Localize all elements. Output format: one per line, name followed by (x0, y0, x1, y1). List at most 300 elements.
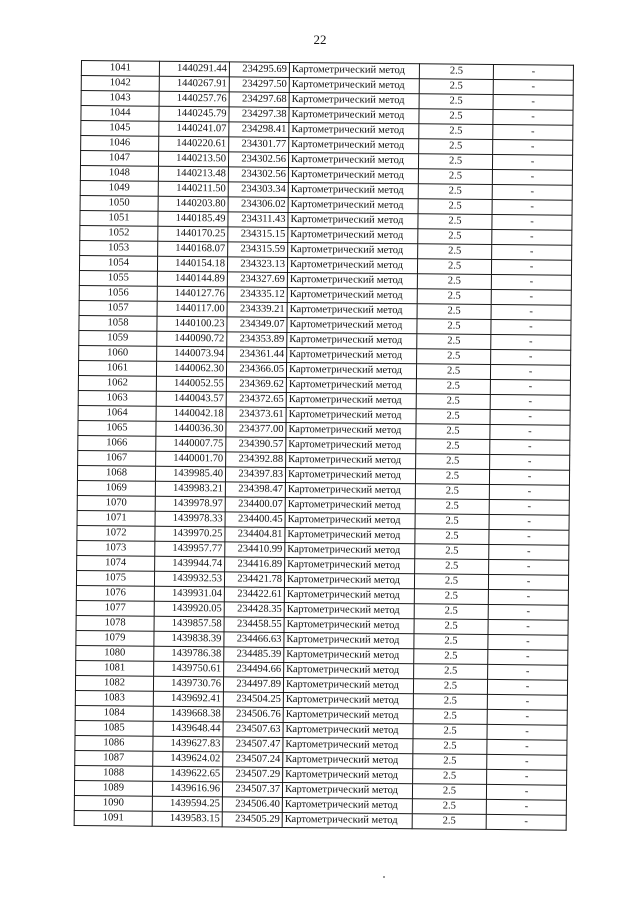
x-coordinate-cell: 1440007.75 (156, 436, 226, 452)
method-cell: Картометрический метод (288, 212, 418, 228)
x-coordinate-cell: 1439583.15 (152, 811, 222, 827)
y-coordinate-cell: 234398.47 (225, 482, 285, 498)
accuracy-cell: 2.5 (415, 514, 489, 530)
note-cell: - (493, 109, 573, 125)
note-cell: - (489, 514, 569, 530)
y-coordinate-cell: 234421.78 (224, 572, 284, 588)
note-cell: - (491, 304, 571, 320)
accuracy-cell: 2.5 (412, 799, 486, 815)
accuracy-cell: 2.5 (416, 394, 490, 410)
point-number-cell: 1064 (78, 405, 156, 421)
accuracy-cell: 2.5 (415, 499, 489, 515)
note-cell: - (488, 634, 568, 650)
accuracy-cell: 2.5 (413, 739, 487, 755)
accuracy-cell: 2.5 (412, 814, 486, 830)
accuracy-cell: 2.5 (419, 109, 493, 125)
note-cell: - (489, 469, 569, 485)
note-cell: - (487, 739, 567, 755)
x-coordinate-cell: 1440203.80 (158, 196, 228, 212)
point-number-cell: 1072 (77, 525, 155, 541)
method-cell: Картометрический метод (284, 572, 414, 588)
note-cell: - (491, 349, 571, 365)
y-coordinate-cell: 234302.56 (228, 167, 288, 183)
accuracy-cell: 2.5 (413, 709, 487, 725)
y-coordinate-cell: 234416.89 (225, 557, 285, 573)
method-cell: Картометрический метод (288, 227, 418, 243)
y-coordinate-cell: 234297.38 (229, 107, 289, 123)
y-coordinate-cell: 234507.47 (223, 737, 283, 753)
note-cell: - (492, 199, 572, 215)
point-number-cell: 1080 (76, 645, 154, 661)
method-cell: Картометрический метод (285, 497, 415, 513)
note-cell: - (493, 139, 573, 155)
accuracy-cell: 2.5 (417, 334, 491, 350)
accuracy-cell: 2.5 (417, 304, 491, 320)
x-coordinate-cell: 1439944.74 (155, 556, 225, 572)
x-coordinate-cell: 1440062.30 (156, 361, 226, 377)
point-number-cell: 1052 (80, 225, 158, 241)
y-coordinate-cell: 234504.25 (223, 692, 283, 708)
point-number-cell: 1041 (81, 61, 159, 77)
note-cell: - (489, 499, 569, 515)
y-coordinate-cell: 234369.62 (226, 377, 286, 393)
accuracy-cell: 2.5 (417, 289, 491, 305)
x-coordinate-cell: 1439730.76 (153, 676, 223, 692)
x-coordinate-cell: 1440213.48 (158, 166, 228, 182)
x-coordinate-cell: 1439594.25 (152, 796, 222, 812)
point-number-cell: 1090 (74, 795, 152, 811)
method-cell: Картометрический метод (287, 332, 417, 348)
x-coordinate-cell: 1439932.53 (154, 571, 224, 587)
note-cell: - (487, 769, 567, 785)
point-number-cell: 1060 (79, 345, 157, 361)
x-coordinate-cell: 1440117.00 (157, 301, 227, 317)
accuracy-cell: 2.5 (414, 574, 488, 590)
method-cell: Картометрический метод (287, 287, 417, 303)
y-coordinate-cell: 234297.50 (229, 77, 289, 93)
y-coordinate-cell: 234323.13 (227, 257, 287, 273)
x-coordinate-cell: 1439627.83 (153, 736, 223, 752)
accuracy-cell: 2.5 (419, 64, 493, 80)
x-coordinate-cell: 1439616.96 (152, 781, 222, 797)
point-number-cell: 1045 (81, 121, 159, 137)
method-cell: Картометрический метод (284, 602, 414, 618)
y-coordinate-cell: 234306.02 (228, 197, 288, 213)
x-coordinate-cell: 1439970.25 (155, 526, 225, 542)
y-coordinate-cell: 234507.29 (223, 767, 283, 783)
page-number: 22 (313, 32, 327, 47)
method-cell: Картометрический метод (287, 317, 417, 333)
note-cell: - (492, 229, 572, 245)
method-cell: Картометрический метод (286, 392, 416, 408)
note-cell: - (488, 589, 568, 605)
method-cell: Картометрический метод (288, 182, 418, 198)
note-cell: - (490, 439, 570, 455)
point-number-cell: 1069 (77, 480, 155, 496)
accuracy-cell: 2.5 (415, 469, 489, 485)
y-coordinate-cell: 234485.39 (224, 647, 284, 663)
method-cell: Картометрический метод (284, 632, 414, 648)
y-coordinate-cell: 234297.68 (229, 92, 289, 108)
point-number-cell: 1085 (75, 720, 153, 736)
note-cell: - (491, 334, 571, 350)
method-cell: Картометрический метод (288, 152, 418, 168)
note-cell: - (490, 424, 570, 440)
method-cell: Картометрический метод (282, 797, 412, 813)
method-cell: Картометрический метод (285, 482, 415, 498)
point-number-cell: 1073 (77, 540, 155, 556)
y-coordinate-cell: 234390.57 (226, 437, 286, 453)
point-number-cell: 1086 (75, 735, 153, 751)
method-cell: Картометрический метод (287, 347, 417, 363)
x-coordinate-cell: 1439857.58 (154, 616, 224, 632)
note-cell: - (487, 694, 567, 710)
accuracy-cell: 2.5 (415, 559, 489, 575)
accuracy-cell: 2.5 (414, 649, 488, 665)
method-cell: Картометрический метод (282, 782, 412, 798)
x-coordinate-cell: 1439624.02 (153, 751, 223, 767)
point-number-cell: 1063 (78, 390, 156, 406)
x-coordinate-cell: 1440090.72 (157, 331, 227, 347)
accuracy-cell: 2.5 (413, 694, 487, 710)
point-number-cell: 1058 (79, 315, 157, 331)
note-cell: - (490, 379, 570, 395)
accuracy-cell: 2.5 (418, 154, 492, 170)
method-cell: Картометрический метод (285, 527, 415, 543)
method-cell: Картометрический метод (285, 512, 415, 528)
point-number-cell: 1074 (77, 555, 155, 571)
method-cell: Картометрический метод (289, 107, 419, 123)
note-cell: - (486, 814, 566, 830)
note-cell: - (492, 244, 572, 260)
x-coordinate-cell: 1440213.50 (158, 151, 228, 167)
y-coordinate-cell: 234339.21 (227, 302, 287, 318)
method-cell: Картометрический метод (284, 587, 414, 603)
note-cell: - (491, 274, 571, 290)
method-cell: Картометрический метод (287, 302, 417, 318)
accuracy-cell: 2.5 (413, 724, 487, 740)
y-coordinate-cell: 234366.05 (226, 362, 286, 378)
method-cell: Картометрический метод (286, 437, 416, 453)
y-coordinate-cell: 234311.43 (228, 212, 288, 228)
y-coordinate-cell: 234497.89 (223, 677, 283, 693)
x-coordinate-cell: 1440267.91 (159, 76, 229, 92)
accuracy-cell: 2.5 (415, 544, 489, 560)
x-coordinate-cell: 1440211.50 (158, 181, 228, 197)
point-number-cell: 1071 (77, 510, 155, 526)
y-coordinate-cell: 234400.45 (225, 512, 285, 528)
x-coordinate-cell: 1440042.18 (156, 406, 226, 422)
x-coordinate-cell: 1440257.76 (159, 91, 229, 107)
accuracy-cell: 2.5 (417, 349, 491, 365)
x-coordinate-cell: 1440220.61 (159, 136, 229, 152)
note-cell: - (487, 679, 567, 695)
point-number-cell: 1047 (80, 151, 158, 167)
coordinates-table-body (74, 61, 573, 831)
accuracy-cell: 2.5 (413, 754, 487, 770)
x-coordinate-cell: 1440154.18 (157, 256, 227, 272)
accuracy-cell: 2.5 (418, 169, 492, 185)
method-cell: Картометрический метод (283, 722, 413, 738)
accuracy-cell: 2.5 (418, 199, 492, 215)
note-cell: - (490, 454, 570, 470)
point-number-cell: 1091 (74, 810, 152, 826)
note-cell: - (487, 709, 567, 725)
accuracy-cell: 2.5 (418, 184, 492, 200)
method-cell: Картометрический метод (287, 257, 417, 273)
point-number-cell: 1061 (78, 360, 156, 376)
y-coordinate-cell: 234335.12 (227, 287, 287, 303)
note-cell: - (492, 214, 572, 230)
note-cell: - (491, 319, 571, 335)
note-cell: - (489, 559, 569, 575)
coordinates-table (74, 60, 574, 831)
accuracy-cell: 2.5 (415, 529, 489, 545)
point-number-cell: 1057 (79, 300, 157, 316)
point-number-cell: 1076 (76, 585, 154, 601)
method-cell: Картометрический метод (285, 557, 415, 573)
method-cell: Картометрический метод (286, 422, 416, 438)
point-number-cell: 1053 (80, 240, 158, 256)
accuracy-cell: 2.5 (418, 229, 492, 245)
y-coordinate-cell: 234506.76 (223, 707, 283, 723)
accuracy-cell: 2.5 (419, 124, 493, 140)
note-cell: - (487, 754, 567, 770)
accuracy-cell: 2.5 (417, 259, 491, 275)
y-coordinate-cell: 234506.40 (222, 797, 282, 813)
method-cell: Картометрический метод (284, 647, 414, 663)
note-cell: - (489, 529, 569, 545)
point-number-cell: 1056 (79, 285, 157, 301)
x-coordinate-cell: 1439985.40 (155, 466, 225, 482)
method-cell: Картометрический метод (285, 467, 415, 483)
note-cell: - (491, 259, 571, 275)
y-coordinate-cell: 234315.59 (228, 242, 288, 258)
method-cell: Картометрический метод (283, 737, 413, 753)
point-number-cell: 1088 (75, 765, 153, 781)
point-number-cell: 1054 (79, 255, 157, 271)
point-number-cell: 1044 (81, 106, 159, 122)
x-coordinate-cell: 1440168.07 (158, 241, 228, 257)
accuracy-cell: 2.5 (417, 319, 491, 335)
method-cell: Картометрический метод (288, 197, 418, 213)
y-coordinate-cell: 234361.44 (227, 347, 287, 363)
point-number-cell: 1070 (77, 495, 155, 511)
y-coordinate-cell: 234428.35 (224, 602, 284, 618)
y-coordinate-cell: 234303.34 (228, 182, 288, 198)
x-coordinate-cell: 1439957.77 (155, 541, 225, 557)
x-coordinate-cell: 1439920.05 (154, 601, 224, 617)
x-coordinate-cell: 1439668.38 (153, 706, 223, 722)
y-coordinate-cell: 234410.99 (225, 542, 285, 558)
method-cell: Картометрический метод (282, 812, 412, 828)
point-number-cell: 1059 (79, 330, 157, 346)
accuracy-cell: 2.5 (416, 364, 490, 380)
x-coordinate-cell: 1440245.79 (159, 106, 229, 122)
point-number-cell: 1082 (75, 675, 153, 691)
x-coordinate-cell: 1440036.30 (156, 421, 226, 437)
x-coordinate-cell: 1439786.38 (154, 646, 224, 662)
note-cell: - (490, 409, 570, 425)
point-number-cell: 1051 (80, 210, 158, 226)
x-coordinate-cell: 1439983.21 (155, 481, 225, 497)
y-coordinate-cell: 234353.89 (227, 332, 287, 348)
y-coordinate-cell: 234505.29 (222, 812, 282, 828)
x-coordinate-cell: 1440073.94 (157, 346, 227, 362)
accuracy-cell: 2.5 (413, 679, 487, 695)
note-cell: - (492, 184, 572, 200)
note-cell: - (488, 574, 568, 590)
x-coordinate-cell: 1440144.89 (157, 271, 227, 287)
note-cell: - (491, 289, 571, 305)
method-cell: Картометрический метод (285, 542, 415, 558)
method-cell: Картометрический метод (288, 242, 418, 258)
method-cell: Картометрический метод (286, 407, 416, 423)
x-coordinate-cell: 1439931.04 (154, 586, 224, 602)
accuracy-cell: 2.5 (416, 424, 490, 440)
point-number-cell: 1067 (78, 450, 156, 466)
method-cell: Картометрический метод (283, 707, 413, 723)
y-coordinate-cell: 234392.88 (226, 452, 286, 468)
note-cell: - (487, 724, 567, 740)
accuracy-cell: 2.5 (414, 619, 488, 635)
method-cell: Картометрический метод (286, 452, 416, 468)
y-coordinate-cell: 234458.55 (224, 617, 284, 633)
point-number-cell: 1046 (81, 136, 159, 152)
accuracy-cell: 2.5 (414, 589, 488, 605)
x-coordinate-cell: 1440127.76 (157, 286, 227, 302)
point-number-cell: 1065 (78, 420, 156, 436)
y-coordinate-cell: 234373.61 (226, 407, 286, 423)
x-coordinate-cell: 1439978.97 (155, 496, 225, 512)
method-cell: Картометрический метод (283, 692, 413, 708)
x-coordinate-cell: 1440043.57 (156, 391, 226, 407)
note-cell: - (492, 169, 572, 185)
x-coordinate-cell: 1439648.44 (153, 721, 223, 737)
method-cell: Картометрический метод (287, 272, 417, 288)
accuracy-cell: 2.5 (416, 454, 490, 470)
y-coordinate-cell: 234404.81 (225, 527, 285, 543)
method-cell: Картометрический метод (289, 122, 419, 138)
note-cell: - (493, 124, 573, 140)
method-cell: Картометрический метод (289, 63, 419, 79)
accuracy-cell: 2.5 (418, 214, 492, 230)
x-coordinate-cell: 1440170.25 (158, 226, 228, 242)
note-cell: - (492, 154, 572, 170)
y-coordinate-cell: 234298.41 (229, 122, 289, 138)
scan-speck (383, 876, 385, 878)
point-number-cell: 1050 (80, 195, 158, 211)
x-coordinate-cell: 1439750.61 (154, 661, 224, 677)
method-cell: Картометрический метод (284, 662, 414, 678)
method-cell: Картометрический метод (283, 767, 413, 783)
point-number-cell: 1075 (76, 570, 154, 586)
point-number-cell: 1083 (75, 690, 153, 706)
accuracy-cell: 2.5 (414, 604, 488, 620)
point-number-cell: 1062 (78, 375, 156, 391)
method-cell: Картометрический метод (286, 362, 416, 378)
x-coordinate-cell: 1439838.39 (154, 631, 224, 647)
accuracy-cell: 2.5 (414, 664, 488, 680)
point-number-cell: 1089 (74, 780, 152, 796)
y-coordinate-cell: 234302.56 (228, 152, 288, 168)
accuracy-cell: 2.5 (417, 274, 491, 290)
note-cell: - (488, 664, 568, 680)
method-cell: Картометрический метод (286, 377, 416, 393)
y-coordinate-cell: 234422.61 (224, 587, 284, 603)
accuracy-cell: 2.5 (416, 379, 490, 395)
note-cell: - (490, 364, 570, 380)
accuracy-cell: 2.5 (419, 139, 493, 155)
y-coordinate-cell: 234301.77 (229, 137, 289, 153)
method-cell: Картометрический метод (289, 137, 419, 153)
point-number-cell: 1066 (78, 435, 156, 451)
method-cell: Картометрический метод (284, 617, 414, 633)
point-number-cell: 1055 (79, 270, 157, 286)
point-number-cell: 1049 (80, 180, 158, 196)
y-coordinate-cell: 234397.83 (225, 467, 285, 483)
y-coordinate-cell: 234377.00 (226, 422, 286, 438)
point-number-cell: 1087 (75, 750, 153, 766)
note-cell: - (488, 604, 568, 620)
y-coordinate-cell: 234466.63 (224, 632, 284, 648)
note-cell: - (493, 79, 573, 95)
y-coordinate-cell: 234400.07 (225, 497, 285, 513)
y-coordinate-cell: 234349.07 (227, 317, 287, 333)
point-number-cell: 1077 (76, 600, 154, 616)
point-number-cell: 1048 (80, 165, 158, 181)
accuracy-cell: 2.5 (419, 94, 493, 110)
x-coordinate-cell: 1439622.65 (153, 766, 223, 782)
accuracy-cell: 2.5 (415, 484, 489, 500)
method-cell: Картометрический метод (283, 677, 413, 693)
note-cell: - (493, 64, 573, 80)
point-number-cell: 1042 (81, 76, 159, 92)
x-coordinate-cell: 1440241.07 (159, 121, 229, 137)
x-coordinate-cell: 1440185.49 (158, 211, 228, 227)
accuracy-cell: 2.5 (413, 769, 487, 785)
note-cell: - (488, 649, 568, 665)
note-cell: - (489, 484, 569, 500)
note-cell: - (486, 799, 566, 815)
note-cell: - (486, 784, 566, 800)
method-cell: Картометрический метод (283, 752, 413, 768)
y-coordinate-cell: 234494.66 (224, 662, 284, 678)
y-coordinate-cell: 234507.63 (223, 722, 283, 738)
method-cell: Картометрический метод (289, 93, 419, 109)
x-coordinate-cell: 1440291.44 (159, 61, 229, 77)
note-cell: - (490, 394, 570, 410)
x-coordinate-cell: 1440052.55 (156, 376, 226, 392)
point-number-cell: 1078 (76, 615, 154, 631)
method-cell: Картометрический метод (288, 167, 418, 183)
y-coordinate-cell: 234315.15 (228, 227, 288, 243)
note-cell: - (489, 544, 569, 560)
accuracy-cell: 2.5 (414, 634, 488, 650)
y-coordinate-cell: 234327.69 (227, 272, 287, 288)
accuracy-cell: 2.5 (416, 409, 490, 425)
x-coordinate-cell: 1440100.23 (157, 316, 227, 332)
accuracy-cell: 2.5 (418, 244, 492, 260)
y-coordinate-cell: 234507.24 (223, 752, 283, 768)
point-number-cell: 1068 (77, 465, 155, 481)
note-cell: - (488, 619, 568, 635)
x-coordinate-cell: 1439692.41 (153, 691, 223, 707)
method-cell: Картометрический метод (289, 78, 419, 94)
note-cell: - (493, 94, 573, 110)
accuracy-cell: 2.5 (419, 79, 493, 95)
y-coordinate-cell: 234295.69 (229, 62, 289, 78)
